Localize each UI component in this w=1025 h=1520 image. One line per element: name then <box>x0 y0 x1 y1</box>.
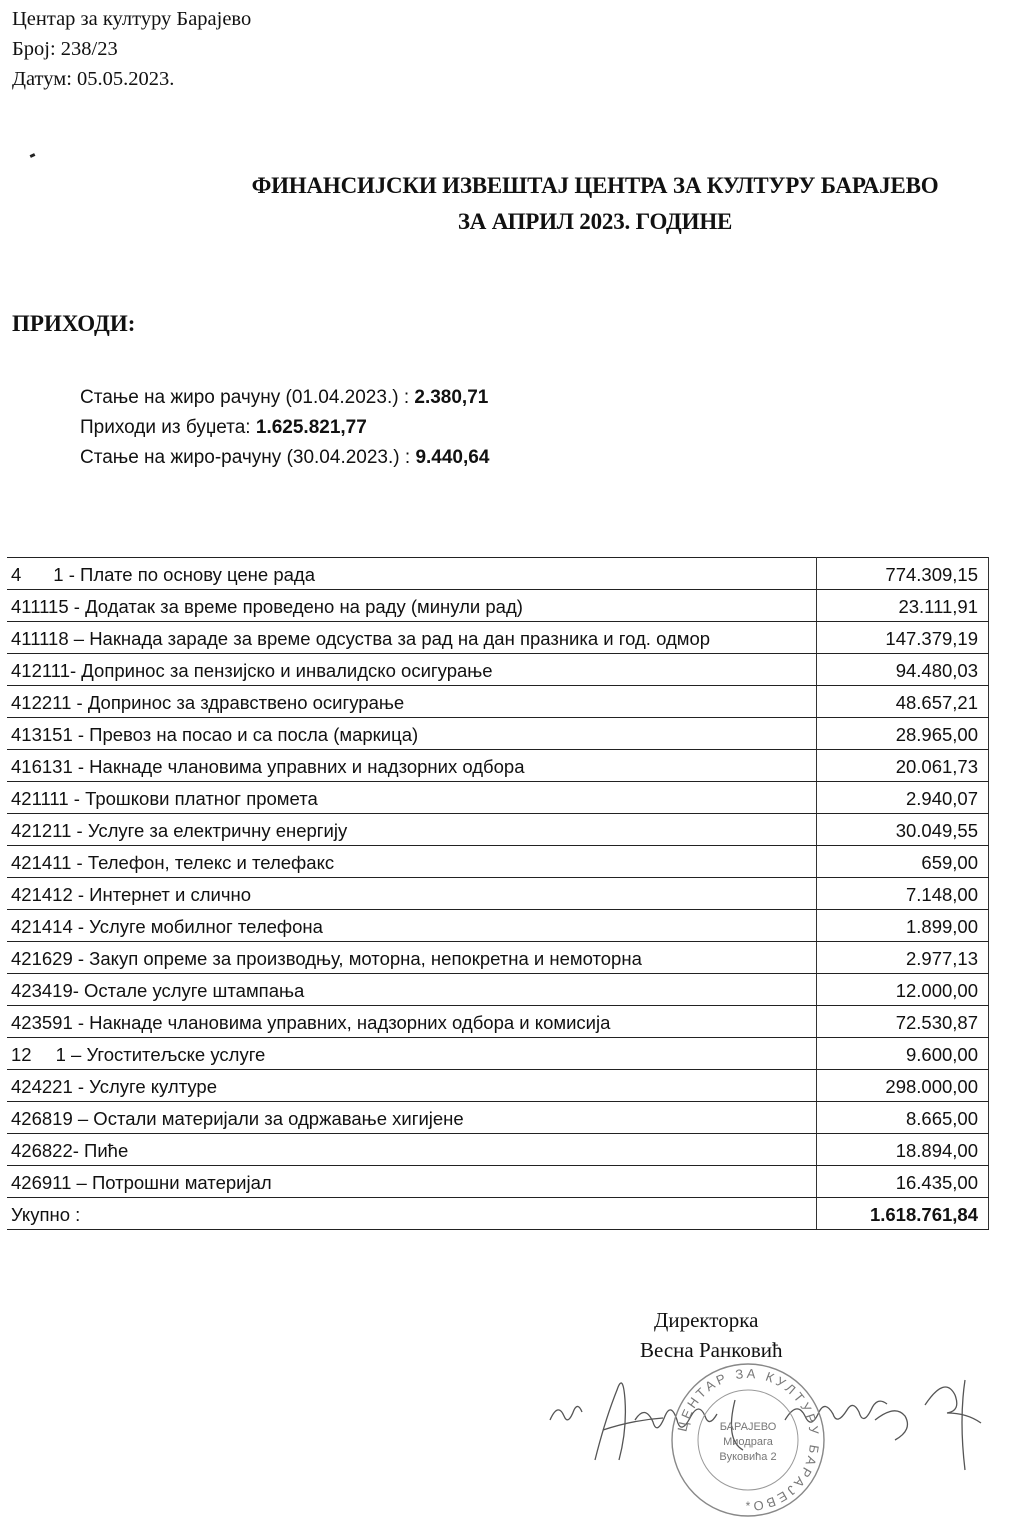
table-row <box>7 1038 989 1070</box>
expenses-table <box>7 557 989 1230</box>
table-row <box>7 910 989 942</box>
expense-label: - Услуге мобилног телефона <box>72 916 323 937</box>
report-title <box>160 168 1025 240</box>
expense-code: 424221 <box>11 1076 73 1097</box>
table-row <box>7 1070 989 1102</box>
closing-balance-value: 9.440,64 <box>415 447 490 468</box>
expense-label: - Додатак за време проведено на раду (минули рад) <box>68 596 523 617</box>
table-row <box>7 718 989 750</box>
expense-label: - Накнаде члановима управних и надзорних одбора <box>72 756 525 777</box>
expense-code-partial: 12 <box>11 1044 32 1065</box>
expense-amount: 2.977,13 <box>817 942 989 974</box>
expense-amount: 1.899,00 <box>817 910 989 942</box>
expense-label: - Услуге за електричну енергију <box>71 820 348 841</box>
stamp-line-3: Вуковића 2 <box>719 1451 777 1463</box>
expense-code: 416131 <box>11 756 73 777</box>
svg-text:*: * <box>745 1499 751 1513</box>
expense-code: 421411 <box>11 852 72 873</box>
table-row <box>7 1166 989 1198</box>
stamp-line-2: Миодрага <box>723 1436 773 1448</box>
expense-amount: 9.600,00 <box>817 1038 989 1070</box>
table-row <box>7 974 989 1006</box>
expense-description <box>7 750 817 782</box>
expense-code: 412111 <box>11 660 70 681</box>
expense-amount: 16.435,00 <box>817 1166 989 1198</box>
expense-code: 421111 <box>11 788 69 809</box>
expense-code-partial: 1 <box>53 564 64 585</box>
table-row <box>7 590 989 622</box>
expense-description <box>7 654 817 686</box>
closing-balance-label: Стање на жиро-рачуну (30.04.2023.) : <box>80 447 416 468</box>
expense-label: - Интернет и слично <box>72 884 252 905</box>
expense-amount: 28.965,00 <box>817 718 989 750</box>
budget-income-value: 1.625.821,77 <box>255 417 367 438</box>
expense-amount: 48.657,21 <box>817 686 989 718</box>
total-amount: 1.618.761,84 <box>817 1198 989 1230</box>
opening-balance <box>80 383 489 413</box>
expense-code: 412211 <box>11 692 72 713</box>
total-label: Укупно : <box>7 1198 817 1230</box>
expense-code: 411115 <box>11 596 69 617</box>
expense-label: - Допринос за здравствено осигурање <box>71 692 405 713</box>
expense-code: 413151 <box>11 724 73 745</box>
expense-code: 426822 <box>11 1140 73 1161</box>
expense-description <box>7 942 817 974</box>
expense-label: - Плате по основу цене рада <box>63 564 315 585</box>
expense-description <box>7 1070 817 1102</box>
expense-description <box>7 846 817 878</box>
expense-description <box>7 686 817 718</box>
expense-label: – Угоститељске услуге <box>65 1044 266 1065</box>
budget-income-label: Приходи из буџета: <box>80 417 256 438</box>
expense-amount: 23.111,91 <box>817 590 989 622</box>
expense-amount: 72.530,87 <box>817 1006 989 1038</box>
expense-code: 423591 <box>11 1012 73 1033</box>
expense-amount: 30.049,55 <box>817 814 989 846</box>
expense-description <box>7 1038 817 1070</box>
expense-code: 423419 <box>11 980 73 1001</box>
expense-description <box>7 1134 817 1166</box>
signature-block <box>620 1305 783 1365</box>
expense-amount: 7.148,00 <box>817 878 989 910</box>
total-row <box>7 1198 989 1230</box>
table-row <box>7 1102 989 1134</box>
signatory-name: Весна Ранковић <box>640 1338 783 1362</box>
opening-balance-label: Стање на жиро рачуну (01.04.2023.) : <box>80 387 415 408</box>
expense-label: - Пиће <box>72 1140 129 1161</box>
table-row <box>7 942 989 974</box>
income-heading: ПРИХОДИ: <box>12 311 136 336</box>
expense-code: 411118 <box>11 628 69 649</box>
table-row <box>7 686 989 718</box>
expense-code: 421629 <box>11 948 73 969</box>
scan-speck <box>30 153 36 158</box>
table-row <box>7 654 989 686</box>
table-row <box>7 782 989 814</box>
expense-description <box>7 814 817 846</box>
table-row <box>7 622 989 654</box>
expense-label: - Накнаде члановима управних, надзорних одбора и комисија <box>72 1012 611 1033</box>
expense-label: - Закуп опреме за производњу, моторна, непокретна и немоторна <box>72 948 642 969</box>
expense-description <box>7 878 817 910</box>
expense-description <box>7 590 817 622</box>
official-stamp-icon <box>668 1360 828 1520</box>
expense-description <box>7 910 817 942</box>
expense-amount: 94.480,03 <box>817 654 989 686</box>
stamp-outer-text: ЦЕНТАР ЗА КУЛТУРУ БАРАЈЕВО <box>674 1365 823 1515</box>
expense-code: 426911 <box>11 1172 72 1193</box>
expense-amount: 659,00 <box>817 846 989 878</box>
table-row <box>7 878 989 910</box>
income-summary <box>80 383 489 473</box>
document-header <box>12 4 251 94</box>
document-date: Датум: 05.05.2023. <box>12 68 175 90</box>
table-row <box>7 846 989 878</box>
expense-amount: 147.379,19 <box>817 622 989 654</box>
closing-balance <box>80 443 489 473</box>
expense-label: – Остали материјали за одржавање хигијене <box>72 1108 464 1129</box>
expense-description <box>7 974 817 1006</box>
expense-description <box>7 782 817 814</box>
expense-code: 421412 <box>11 884 73 905</box>
expense-amount: 2.940,07 <box>817 782 989 814</box>
expense-code: 426819 <box>11 1108 73 1129</box>
expense-amount: 20.061,73 <box>817 750 989 782</box>
expense-label: - Остале услуге штампања <box>72 980 305 1001</box>
expense-amount: 8.665,00 <box>817 1102 989 1134</box>
expense-code-partial: 1 <box>55 1044 66 1065</box>
report-title-line-2: ЗА АПРИЛ 2023. ГОДИНЕ <box>457 209 733 234</box>
expense-label: - Допринос за пензијско и инвалидско осигурање <box>70 660 493 681</box>
expense-label: – Накнада зараде за време одсуства за рад на дан празника и год. одмор <box>68 628 711 649</box>
organization-name: Центар за културу Барајево <box>12 8 252 30</box>
expense-description <box>7 558 817 590</box>
report-title-line-1: ФИНАНСИЈСКИ ИЗВЕШТАЈ ЦЕНТРА ЗА КУЛТУРУ БАРАЈЕВО <box>251 173 939 198</box>
expense-code: 421414 <box>11 916 73 937</box>
expense-label: - Телефон, телекс и телефакс <box>71 852 335 873</box>
document-number: Број: 238/23 <box>12 38 118 60</box>
table-row <box>7 1134 989 1166</box>
expense-label: - Превоз на посао и са посла (маркица) <box>72 724 419 745</box>
expense-amount: 12.000,00 <box>817 974 989 1006</box>
expense-amount: 18.894,00 <box>817 1134 989 1166</box>
opening-balance-value: 2.380,71 <box>414 387 489 408</box>
expense-description <box>7 622 817 654</box>
table-row <box>7 814 989 846</box>
stamp-line-1: БАРАЈЕВО <box>719 1421 777 1433</box>
budget-income <box>80 413 489 443</box>
expense-description <box>7 718 817 750</box>
expense-description <box>7 1102 817 1134</box>
signatory-title: Директорка <box>654 1308 759 1332</box>
table-row <box>7 558 989 590</box>
expense-amount: 298.000,00 <box>817 1070 989 1102</box>
expense-label: - Трошкови платног промета <box>68 788 318 809</box>
table-row <box>7 750 989 782</box>
expense-code-partial: 4 <box>11 564 22 585</box>
table-row <box>7 1006 989 1038</box>
expense-label: – Потрошни материјал <box>71 1172 272 1193</box>
expense-description <box>7 1006 817 1038</box>
expense-description <box>7 1166 817 1198</box>
expense-amount: 774.309,15 <box>817 558 989 590</box>
expense-label: - Услуге културе <box>72 1076 217 1097</box>
expense-code: 421211 <box>11 820 72 841</box>
